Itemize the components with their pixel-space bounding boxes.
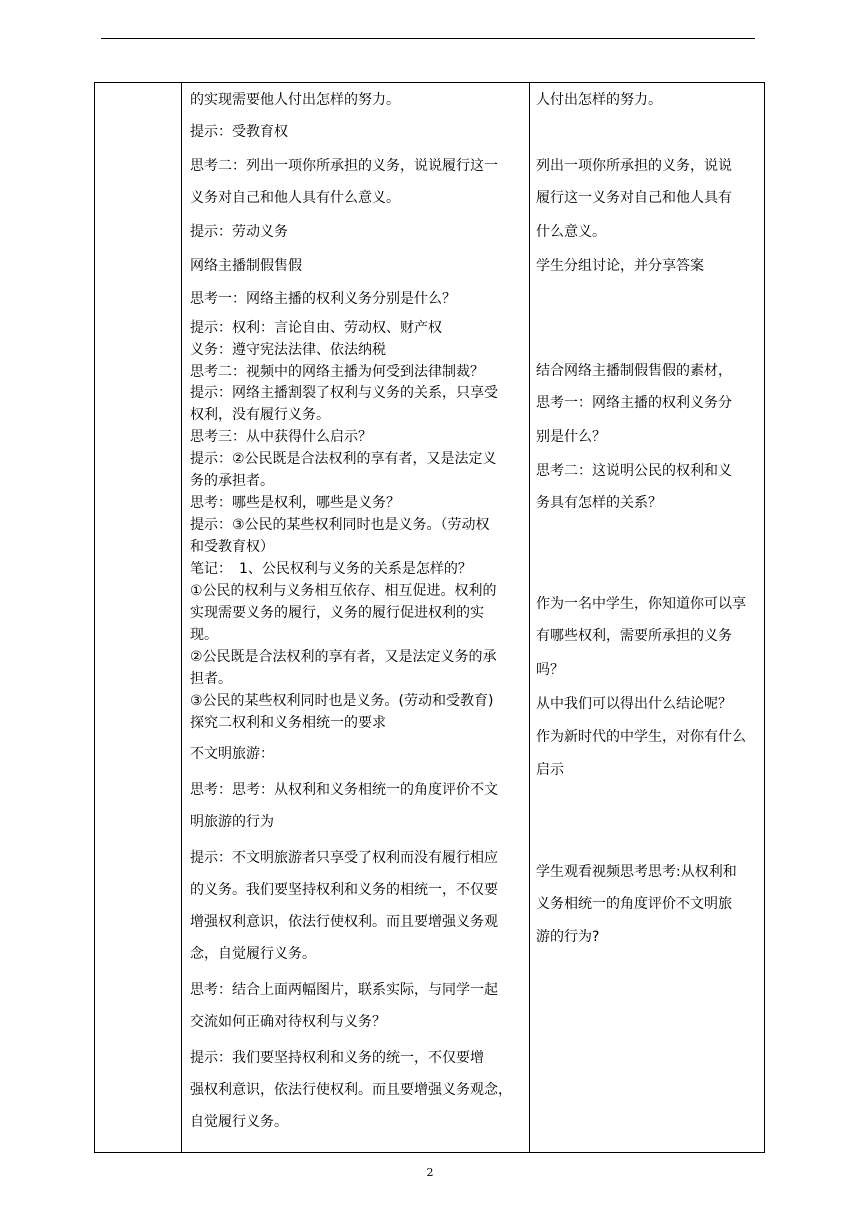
content-line: 强权利意识，依法行使权利。而且要增强义务观念， bbox=[190, 1082, 512, 1098]
content-line: ②公民既是合法权利的享有者，又是法定义务的承 bbox=[190, 649, 497, 665]
content-line: 不文明旅游： bbox=[190, 746, 274, 762]
activity-line: 义务相统一的角度评价不文明旅 bbox=[536, 896, 732, 912]
activity-line: 作为新时代的中学生，对你有什么 bbox=[536, 729, 746, 745]
activity-line: 什么意义。 bbox=[536, 224, 606, 240]
activity-line: 别是什么？ bbox=[536, 429, 606, 445]
content-line: 明旅游的行为 bbox=[190, 814, 274, 830]
activity-line: 务具有怎样的关系？ bbox=[536, 495, 662, 511]
content-line: 现。 bbox=[190, 627, 218, 643]
page-number: 2 bbox=[426, 1166, 434, 1179]
student-activity-cell bbox=[530, 83, 765, 1152]
content-line: 思考二：视频中的网络主播为何受到法律制裁？ bbox=[190, 364, 484, 380]
content-line: 提示：网络主播割裂了权利与义务的关系，只享受 bbox=[190, 385, 498, 401]
activity-line: 学生观看视频思考思考:从权利和 bbox=[536, 864, 737, 880]
content-line: 担者。 bbox=[190, 671, 232, 687]
content-line: 的实现需要他人付出怎样的努力。 bbox=[190, 92, 400, 108]
activity-line: 启示 bbox=[536, 762, 564, 778]
activity-line: 从中我们可以得出什么结论呢？ bbox=[536, 696, 732, 712]
content-line: 笔记： 1、公民权利与义务的关系是怎样的？ bbox=[190, 561, 472, 577]
content-line: 权利，没有履行义务。 bbox=[190, 407, 330, 423]
content-line: 提示：受教育权 bbox=[190, 124, 288, 140]
activity-line: 结合网络主播制假售假的素材， bbox=[536, 363, 732, 379]
content-line: 提示：权利：言论自由、劳动权、财产权 bbox=[190, 320, 442, 336]
activity-line: 人付出怎样的努力。 bbox=[536, 92, 662, 108]
teaching-content-cell bbox=[182, 83, 529, 1152]
content-line: 思考一：网络主播的权利义务分别是什么？ bbox=[190, 291, 456, 307]
content-line: 思考二：列出一项你所承担的义务，说说履行这一 bbox=[190, 158, 498, 174]
content-line: 的义务。我们要坚持权利和义务的相统一，不仅要 bbox=[190, 882, 498, 898]
activity-line: 列出一项你所承担的义务，说说 bbox=[536, 158, 732, 174]
content-line: 思考：结合上面两幅图片，联系实际，与同学一起 bbox=[190, 982, 498, 998]
content-line: 提示：③公民的某些权利同时也是义务。（劳动权 bbox=[190, 517, 490, 533]
content-line: 实现需要义务的履行，义务的履行促进权利的实 bbox=[190, 605, 484, 621]
content-line: 自觉履行义务。 bbox=[190, 1114, 288, 1130]
activity-line: 吗？ bbox=[536, 662, 564, 678]
content-line: 交流如何正确对待权利与义务？ bbox=[190, 1014, 386, 1030]
activity-line: 游的行为? bbox=[536, 929, 600, 945]
content-line: 思考：思考：从权利和义务相统一的角度评价不文 bbox=[190, 782, 498, 798]
content-line: 和受教育权） bbox=[190, 539, 274, 555]
lesson-plan-table bbox=[94, 82, 765, 1153]
activity-line: 作为一名中学生，你知道你可以享 bbox=[536, 596, 746, 612]
content-line: 提示：不文明旅游者只享受了权利而没有履行相应 bbox=[190, 850, 498, 866]
content-line: 提示：②公民既是合法权利的享有者，又是法定义 bbox=[190, 451, 497, 467]
header-rule bbox=[101, 38, 755, 39]
activity-line: 思考一：网络主播的权利义务分 bbox=[536, 395, 732, 411]
content-line: 思考：哪些是权利，哪些是义务？ bbox=[190, 495, 400, 511]
activity-line: 学生分组讨论，并分享答案 bbox=[536, 258, 704, 274]
content-line: ①公民的权利与义务相互依存、相互促进。权利的 bbox=[190, 583, 497, 599]
content-line: 增强权利意识，依法行使权利。而且要增强义务观 bbox=[190, 914, 498, 930]
content-line: 义务：遵守宪法法律、依法纳税 bbox=[190, 342, 386, 358]
content-line: ③公民的某些权利同时也是义务。(劳动和受教育) bbox=[190, 693, 494, 709]
content-line: 提示：劳动义务 bbox=[190, 224, 288, 240]
activity-line: 有哪些权利，需要所承担的义务 bbox=[536, 628, 732, 644]
activity-line: 思考二：这说明公民的权利和义 bbox=[536, 463, 732, 479]
content-line: 思考三：从中获得什么启示？ bbox=[190, 429, 372, 445]
content-line: 探究二权利和义务相统一的要求 bbox=[190, 715, 386, 731]
activity-line: 履行这一义务对自己和他人具有 bbox=[536, 190, 732, 206]
content-line: 提示：我们要坚持权利和义务的统一，不仅要增 bbox=[190, 1050, 484, 1066]
content-line: 念，自觉履行义务。 bbox=[190, 946, 316, 962]
content-line: 务的承担者。 bbox=[190, 473, 274, 489]
content-line: 义务对自己和他人具有什么意义。 bbox=[190, 190, 400, 206]
content-line: 网络主播制假售假 bbox=[190, 258, 302, 274]
